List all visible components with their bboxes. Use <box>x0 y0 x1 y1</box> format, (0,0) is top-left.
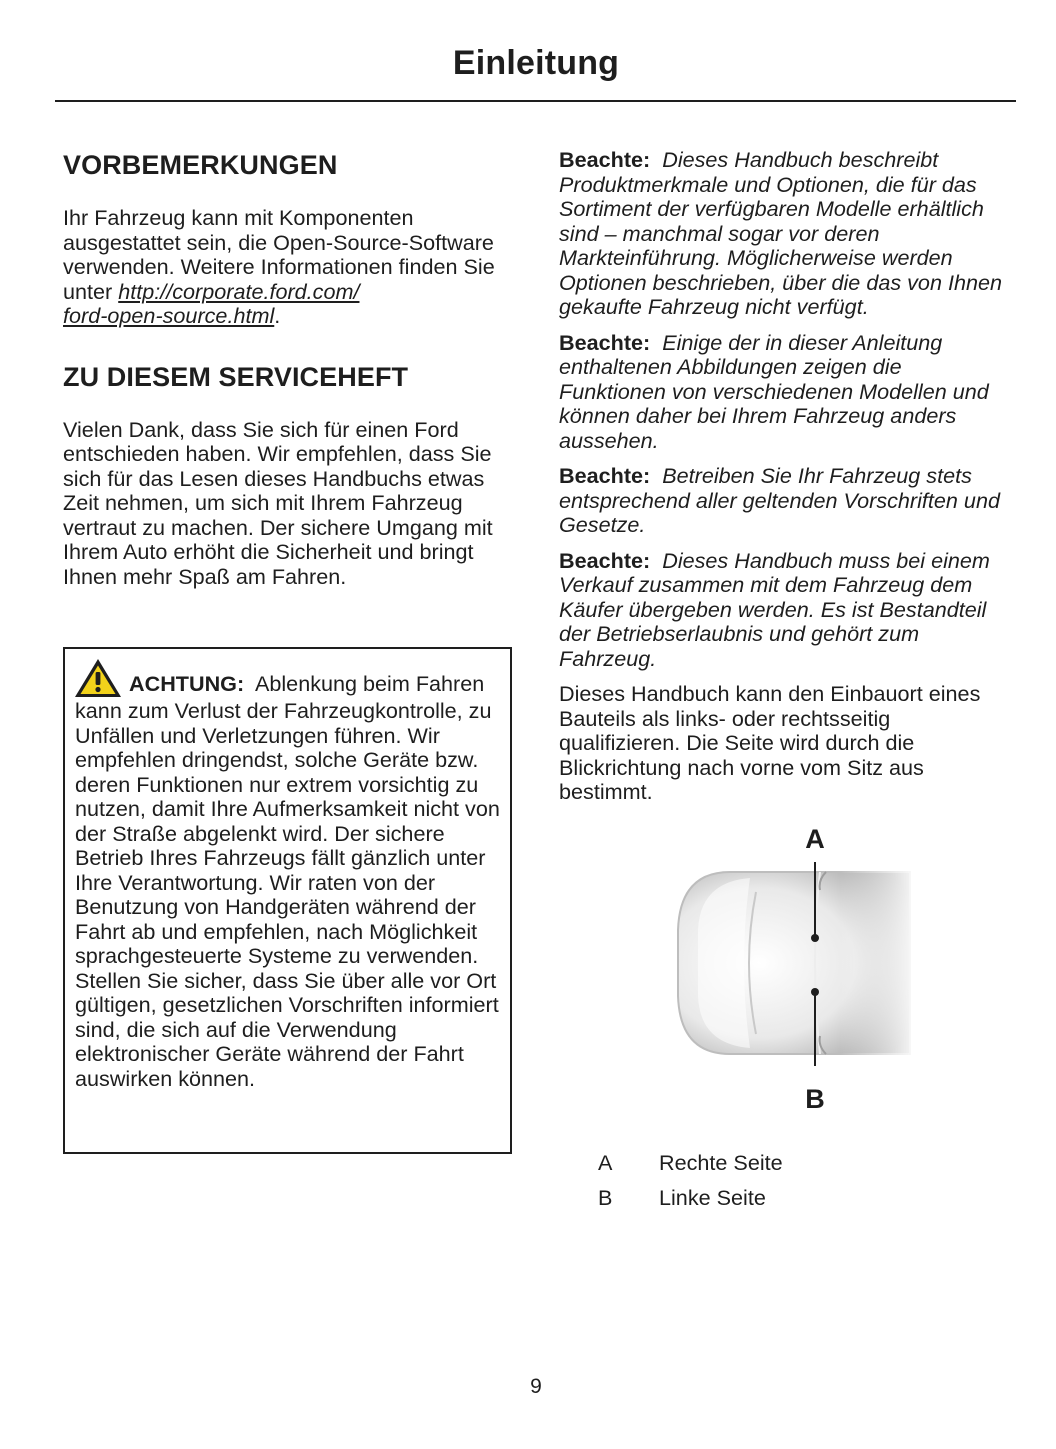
note-1 <box>559 148 1014 320</box>
diagram-label-b: B <box>805 1084 825 1114</box>
right-column <box>559 148 1014 805</box>
vorbemerkungen-text: Ihr Fahrzeug kann mit Komponenten ausgestattet sein, die Open-Source-Software verwenden. Weitere Informationen finden Sie unter <box>63 205 495 304</box>
pointer-dot-a <box>811 934 819 942</box>
section-serviceheft <box>63 362 513 590</box>
note-text: Dieses Handbuch muss bei einem Verkauf zusammen mit dem Fahrzeug dem Käufer übergeben werden. Es ist Bestandteil der Betriebserlaubnis und gehört zum Fahrzeug. <box>559 547 990 671</box>
warning-triangle-icon <box>73 657 123 699</box>
vehicle-side-diagram <box>660 820 920 1120</box>
note-4 <box>559 549 1014 672</box>
section-heading-serviceheft: ZU DIESEM SERVICEHEFT <box>63 361 409 392</box>
warning-box <box>63 647 512 1154</box>
legend-value: Rechte Seite <box>659 1150 783 1175</box>
note-text: Betreiben Sie Ihr Fahrzeug stets entsprechend aller geltenden Vorschriften und Gesetze. <box>559 463 1000 537</box>
legend-key: B <box>598 1185 613 1210</box>
left-column <box>63 150 513 589</box>
note-label: Beachte: <box>559 463 651 488</box>
paragraph-serviceheft: Vielen Dank, dass Sie sich für einen Ford entschieden haben. Wir empfehlen, dass Sie sich für das Lesen dieses Handbuchs etwas Zeit nehmen, um sich mit Ihrem Fahrzeug vertraut zu machen. Der sichere Umgang mit Ihrem Auto erhöht die Sicherheit und bringt Ihnen mehr Spaß am Fahren. <box>63 416 493 589</box>
section-heading-vorbemerkungen: VORBEMERKUNGEN <box>63 150 338 180</box>
note-label: Beachte: <box>559 329 651 355</box>
header-rule <box>55 100 1016 102</box>
note-text: Dieses Handbuch beschreibt Produktmerkmale und Optionen, die für das Sortiment der verfügbaren Modelle erhältlich sind – manchmal sogar vor deren Markteinführung. Möglicherweise werden Optionen beschrieben, über die das von Ihnen gekaufte Fahrzeug nicht verfügt. <box>559 147 1002 319</box>
link-part-2: ford-open-source.html <box>63 303 275 328</box>
warning-paragraph <box>75 657 500 1091</box>
vorbemerkungen-text-end: . <box>274 303 281 328</box>
pointer-dot-b <box>811 988 819 996</box>
diagram-label-a: A <box>805 824 825 854</box>
link-part-1: http://corporate.ford.com/ <box>118 278 360 304</box>
side-definition-paragraph: Dieses Handbuch kann den Einbauort eines Bauteils als links- oder rechtsseitig qualifizieren. Die Seite wird durch die Blickrichtung nach vorne vom Sitz aus bestimmt. <box>559 681 981 804</box>
note-label: Beachte: <box>559 147 651 172</box>
page-number: 9 <box>530 1375 542 1398</box>
windshield-shape <box>698 878 750 1048</box>
page-title: Einleitung <box>452 44 620 82</box>
note-3 <box>559 464 1014 538</box>
warning-text: Ablenkung beim Fahren kann zum Verlust der Fahrzeugkontrolle, zu Unfällen und Verletzungen führen. Wir empfehlen dringendst, solche Geräte bzw. deren Funktionen nur extrem vorsichtig zu nutzen, damit Ihre Aufmerksamkeit nicht von der Straße abgelenkt wird. Der sichere Betrieb Ihres Fahrzeugs fällt gänzlich unter Ihre Verantwortung. Wir raten von der Benutzung von Handgeräten während der Fahrt ab und empfehlen, nach Möglichkeit sprachgesteuerte Systeme zu verwenden. Stellen Sie sicher, dass Sie über alle vor Ort gültigen, gesetzlichen Vorschriften informiert sind, die sich auf die Verwendung elektronischer Geräte während der Fahrt auswirken können. <box>75 671 500 1091</box>
section-vorbemerkungen <box>63 150 513 329</box>
paragraph-vorbemerkungen <box>63 206 513 329</box>
note-label: Beachte: <box>559 547 651 573</box>
warning-label: ACHTUNG: <box>129 671 245 696</box>
note-2 <box>559 331 1014 454</box>
legend-key: A <box>598 1150 613 1175</box>
note-text: Einige der in dieser Anleitung enthaltenen Abbildungen zeigen die Funktionen von verschiedenen Modellen und können daher bei Ihrem Fahrzeug anders aussehen. <box>559 329 989 453</box>
legend-value: Linke Seite <box>659 1185 766 1210</box>
